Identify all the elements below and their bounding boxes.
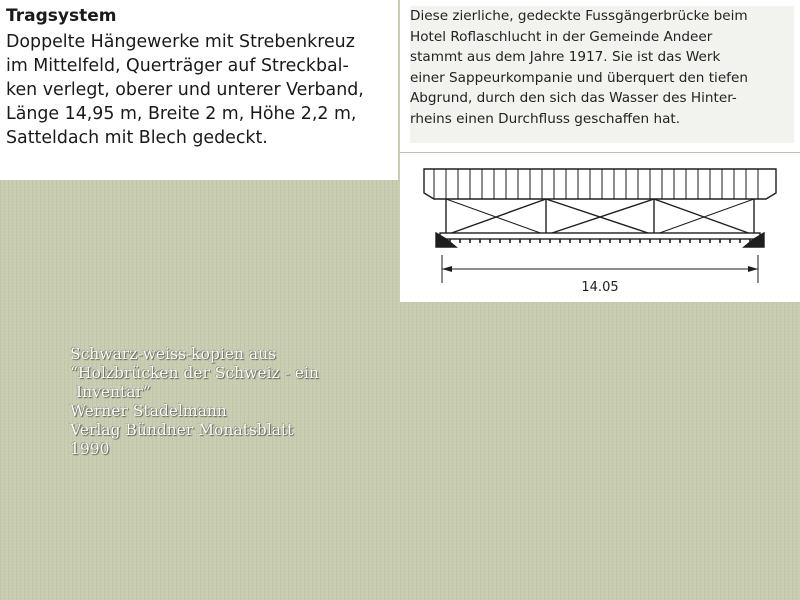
description-line: Abgrund, durch den sich das Wasser des Hinter-: [410, 90, 737, 106]
structure-line: Satteldach mit Blech gedeckt.: [6, 128, 268, 148]
clipping-divider: [400, 152, 800, 153]
roof-rafters: [434, 169, 758, 199]
credit-line: Werner Stadelmann: [70, 402, 227, 420]
left-clipping: [0, 0, 398, 180]
description-line: stammt aus dem Jahre 1917. Sie ist das Werk: [410, 49, 721, 65]
bridge-deck: [440, 233, 760, 239]
credit-line: Schwarz-weiss-kopien aus: [70, 345, 277, 363]
source-credits: [70, 345, 319, 459]
description-line: rheins einen Durchfluss geschaffen hat.: [410, 110, 681, 127]
credit-line: 1990: [70, 440, 110, 458]
credit-line: Verlag Bündner Monatsblatt: [70, 421, 294, 439]
structure-line: ken verlegt, oberer und unterer Verband,: [6, 80, 364, 100]
bridge-roof: [424, 169, 776, 199]
bridge-elevation-drawing: [400, 155, 800, 300]
structure-line: im Mittelfeld, Querträger auf Streckbal-: [6, 56, 349, 76]
bridge-description: [410, 6, 794, 143]
credit-line: “Holzbrücken der Schweiz - ein: [70, 364, 319, 382]
credit-line: Inventar”: [76, 383, 151, 401]
dimension-label: 14.05: [581, 280, 619, 295]
description-line: Diese zierliche, gedeckte Fussgängerbrücke beim: [410, 8, 748, 24]
heading-tragsystem: Tragsystem: [6, 6, 117, 26]
structure-line: Länge 14,95 m, Breite 2 m, Höhe 2,2 m,: [6, 104, 357, 124]
structure-line: Doppelte Hängewerke mit Strebenkreuz: [6, 32, 355, 52]
structure-description: [6, 30, 392, 150]
description-line: einer Sappeurkompanie und überquert den tiefen: [410, 69, 748, 86]
description-line: Hotel Roflaschlucht in der Gemeinde Andeer: [410, 28, 713, 45]
